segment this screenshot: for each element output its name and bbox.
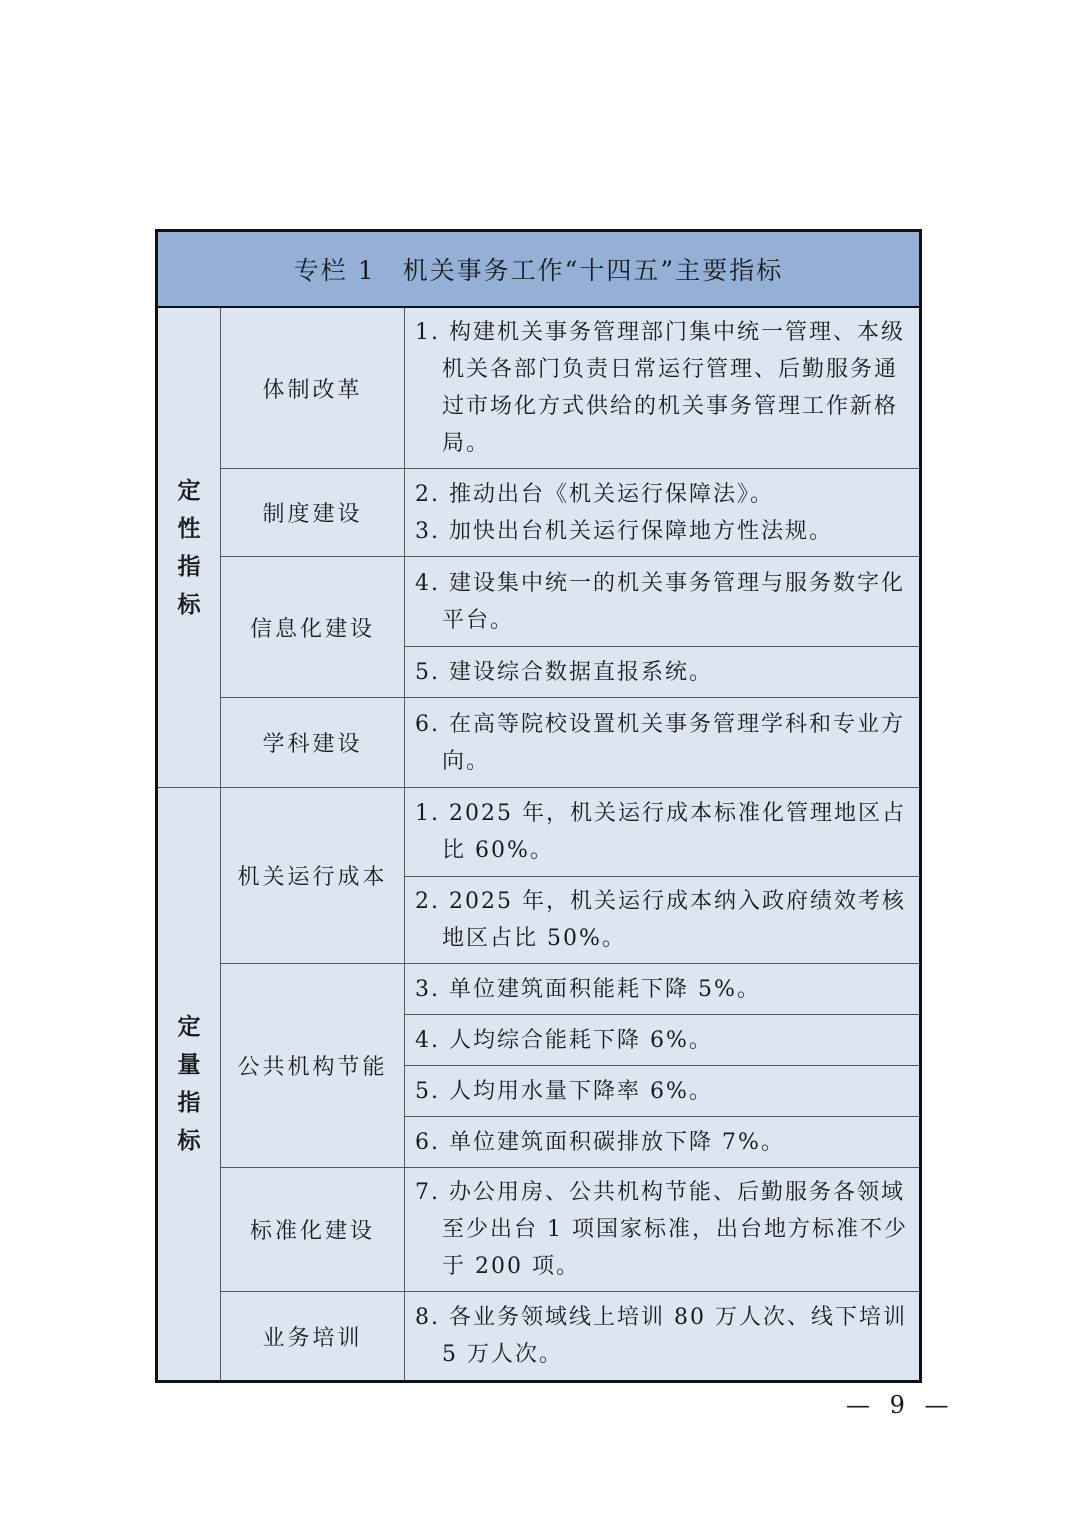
page-number: — 9 — xyxy=(846,1391,955,1419)
indicator-text: 5. 人均用水量下降率 6%。 xyxy=(415,1078,713,1104)
indicator-text: 5. 建设综合数据直报系统。 xyxy=(415,659,713,685)
indicator-cell xyxy=(405,647,921,698)
indicator-table xyxy=(155,229,922,1383)
subcategory-cell: 公共机构节能 xyxy=(221,964,405,1168)
category-cell xyxy=(157,788,221,1382)
indicator-cell xyxy=(405,788,921,877)
indicator-text: 8. 各业务领域线上培训 80 万人次、线下培训 5 万人次。 xyxy=(415,1305,907,1367)
category-label: 定性指标 xyxy=(177,477,201,618)
category-cell xyxy=(157,307,221,788)
table-title-row xyxy=(157,231,921,308)
table-row xyxy=(157,788,921,877)
subcategory-cell: 标准化建设 xyxy=(221,1168,405,1292)
subcategory-cell: 体制改革 xyxy=(221,307,405,469)
indicator-cell xyxy=(405,1292,921,1382)
table-row xyxy=(157,469,921,557)
table-row xyxy=(157,964,921,1015)
table-row xyxy=(157,1168,921,1292)
indicator-cell xyxy=(405,698,921,788)
subcategory-cell: 信息化建设 xyxy=(221,557,405,698)
indicator-cell xyxy=(405,1117,921,1168)
indicator-cell xyxy=(405,557,921,647)
indicator-text: 1. 构建机关事务管理部门集中统一管理、本级机关各部门负责日常运行管理、后勤服务通过市场化方式供给的机关事务管理工作新格局。 xyxy=(415,320,905,456)
indicator-cell xyxy=(405,469,921,557)
subcategory-cell: 机关运行成本 xyxy=(221,788,405,964)
indicator-cell xyxy=(405,307,921,469)
table-row xyxy=(157,307,921,469)
indicator-text: 4. 人均综合能耗下降 6%。 xyxy=(415,1027,713,1053)
indicator-text: 1. 2025 年，机关运行成本标准化管理地区占比 60%。 xyxy=(415,801,906,863)
indicator-text: 3. 单位建筑面积能耗下降 5%。 xyxy=(415,976,761,1002)
indicator-cell xyxy=(405,1015,921,1066)
indicator-cell xyxy=(405,1168,921,1292)
table-row xyxy=(157,557,921,647)
indicator-text: 6. 单位建筑面积碳排放下降 7%。 xyxy=(415,1129,785,1155)
indicator-text: 2. 推动出台《机关运行保障法》。 xyxy=(415,481,774,507)
indicator-text: 3. 加快出台机关运行保障地方性法规。 xyxy=(415,518,833,544)
indicator-cell xyxy=(405,964,921,1015)
subcategory-cell: 业务培训 xyxy=(221,1292,405,1382)
table-row xyxy=(157,1292,921,1382)
indicator-text: 4. 建设集中统一的机关事务管理与服务数字化平台。 xyxy=(415,570,905,633)
indicator-text: 6. 在高等院校设置机关事务管理学科和专业方向。 xyxy=(415,711,905,774)
indicator-cell xyxy=(405,1066,921,1117)
table-title: 专栏 1 机关事务工作“十四五”主要指标 xyxy=(157,231,921,308)
table-row xyxy=(157,698,921,788)
indicator-text: 7. 办公用房、公共机构节能、后勤服务各领域至少出台 1 项国家标准，出台地方标准不少于 200 项。 xyxy=(415,1180,908,1279)
subcategory-cell: 制度建设 xyxy=(221,469,405,557)
category-label: 定量指标 xyxy=(177,1014,201,1154)
subcategory-cell: 学科建设 xyxy=(221,698,405,788)
indicator-text: 2. 2025 年，机关运行成本纳入政府绩效考核地区占比 50%。 xyxy=(415,889,906,951)
indicator-cell xyxy=(405,877,921,964)
